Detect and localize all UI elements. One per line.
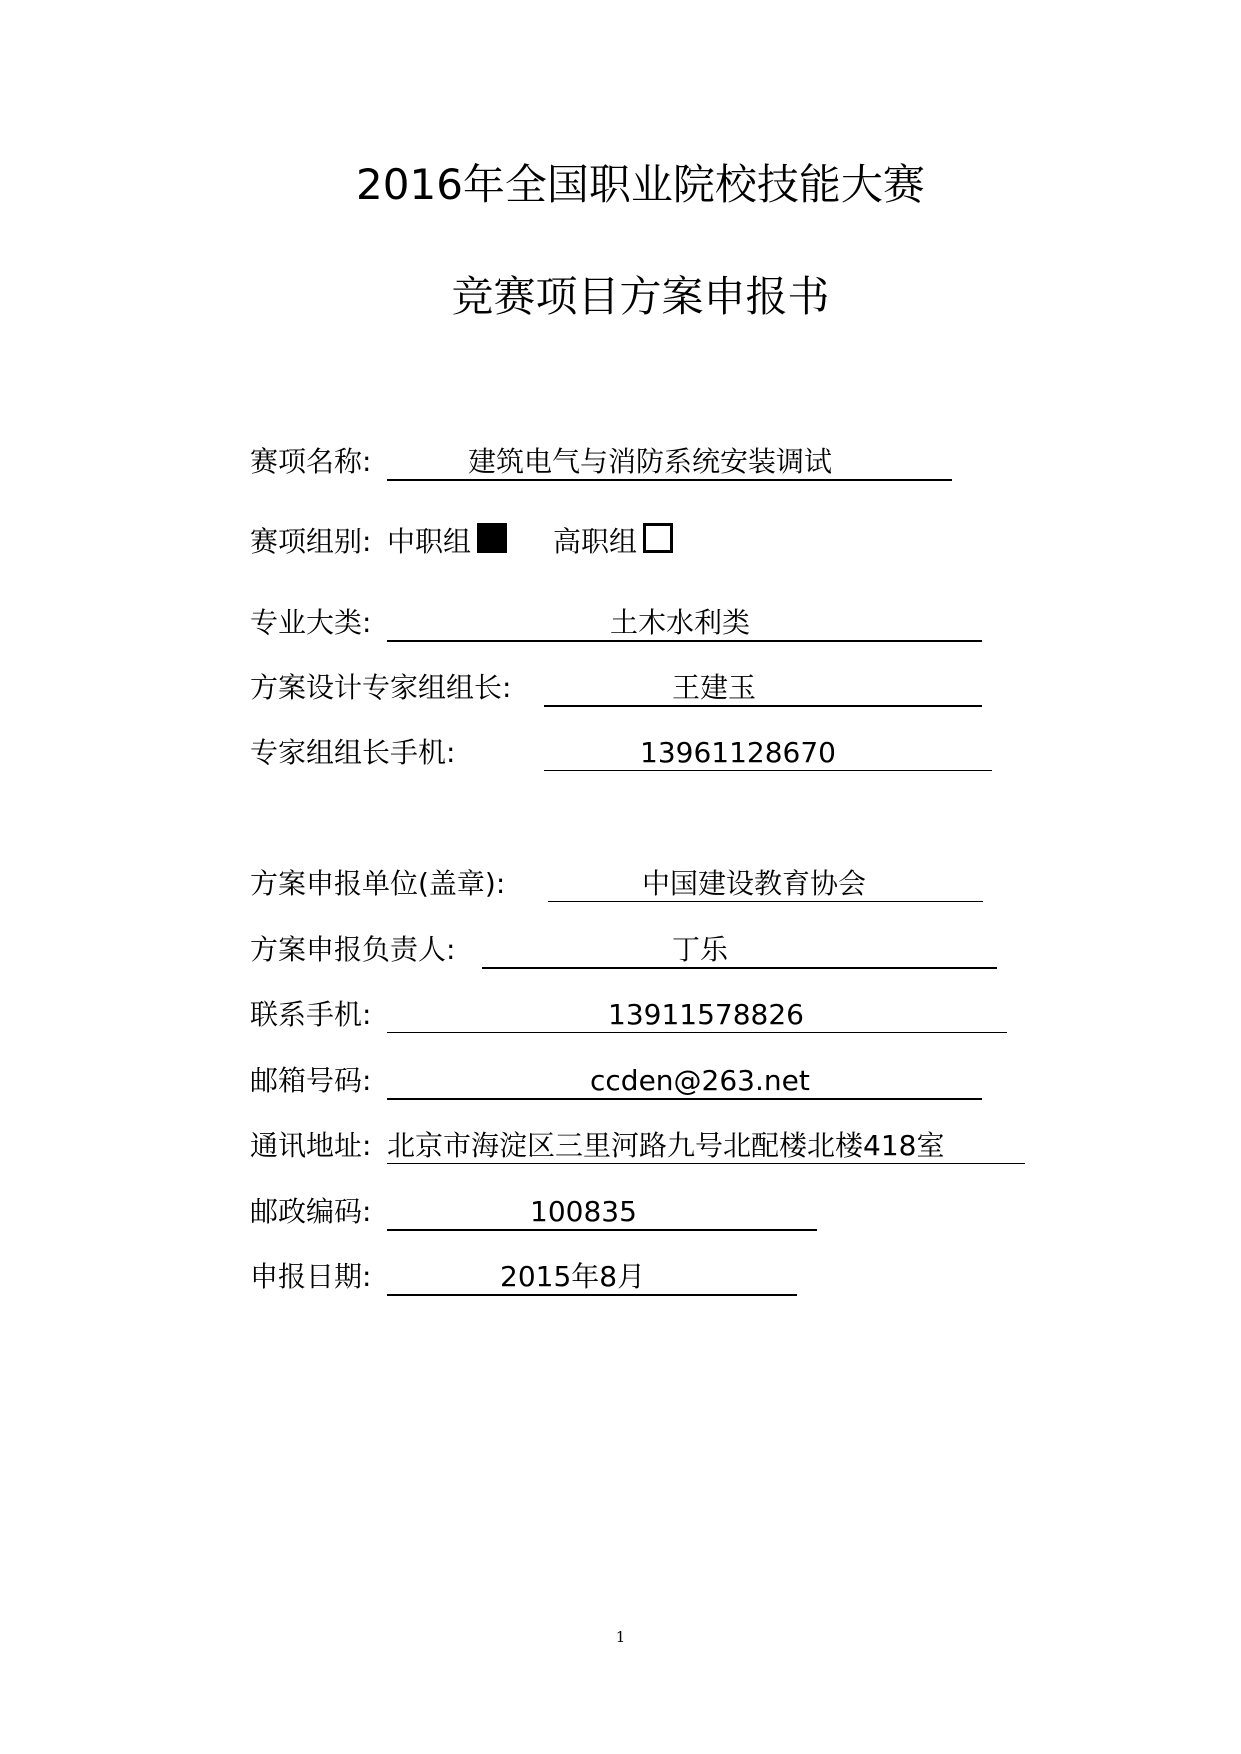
field-label: 通讯地址: [250, 1129, 372, 1162]
field-label: 专家组组长手机: [250, 736, 456, 769]
page-number: 1 [615, 1628, 626, 1646]
field-value[interactable]: 13911578826 [608, 998, 804, 1031]
field-label: 赛项名称: [250, 445, 372, 478]
document-subtitle: 竞赛项目方案申报书 [451, 272, 830, 321]
field-label: 方案申报负责人: [250, 933, 456, 966]
unchecked-checkbox-icon[interactable] [643, 523, 673, 553]
field-label: 方案设计专家组组长: [250, 671, 512, 704]
field-value[interactable]: 建筑电气与消防系统安装调试 [468, 445, 833, 478]
field-value[interactable]: 中国建设教育协会 [642, 867, 867, 900]
option-label: 中职组 [387, 525, 472, 558]
field-applicant-person [250, 930, 1000, 970]
field-contact-phone [250, 995, 1010, 1035]
field-label: 邮箱号码: [250, 1064, 372, 1097]
field-value[interactable]: 丁乐 [672, 933, 729, 966]
field-label: 联系手机: [250, 998, 372, 1031]
option-label: 高职组 [553, 525, 638, 558]
field-value[interactable]: 100835 [530, 1195, 637, 1228]
checked-checkbox-icon[interactable] [477, 523, 507, 553]
document-title: 2016年全国职业院校技能大赛 [356, 160, 925, 209]
field-value[interactable]: 北京市海淀区三里河路九号北配楼北楼418室 [387, 1129, 945, 1162]
option-higher-vocational[interactable] [553, 522, 673, 562]
field-label: 方案申报单位(盖章): [250, 867, 506, 900]
field-applicant-unit [250, 864, 990, 904]
field-expert-leader [250, 668, 990, 708]
field-group [250, 522, 970, 562]
field-label: 申报日期: [250, 1260, 372, 1293]
field-date [250, 1257, 850, 1297]
field-value[interactable]: 土木水利类 [610, 606, 751, 639]
underline [482, 967, 997, 969]
field-major-category [250, 603, 990, 643]
field-address [250, 1126, 1030, 1166]
field-expert-phone [250, 733, 1000, 773]
field-value[interactable]: 13961128670 [640, 736, 836, 769]
field-event-name [250, 442, 970, 482]
underline [544, 705, 982, 707]
field-value[interactable]: ccden@263.net [590, 1064, 810, 1097]
field-postcode [250, 1192, 850, 1232]
field-email [250, 1061, 990, 1101]
field-label: 专业大类: [250, 606, 372, 639]
field-label: 赛项组别: [250, 525, 372, 558]
field-value[interactable]: 王建玉 [672, 671, 757, 704]
field-label: 邮政编码: [250, 1195, 372, 1228]
option-secondary-vocational[interactable] [387, 522, 507, 562]
field-value[interactable]: 2015年8月 [500, 1260, 646, 1293]
